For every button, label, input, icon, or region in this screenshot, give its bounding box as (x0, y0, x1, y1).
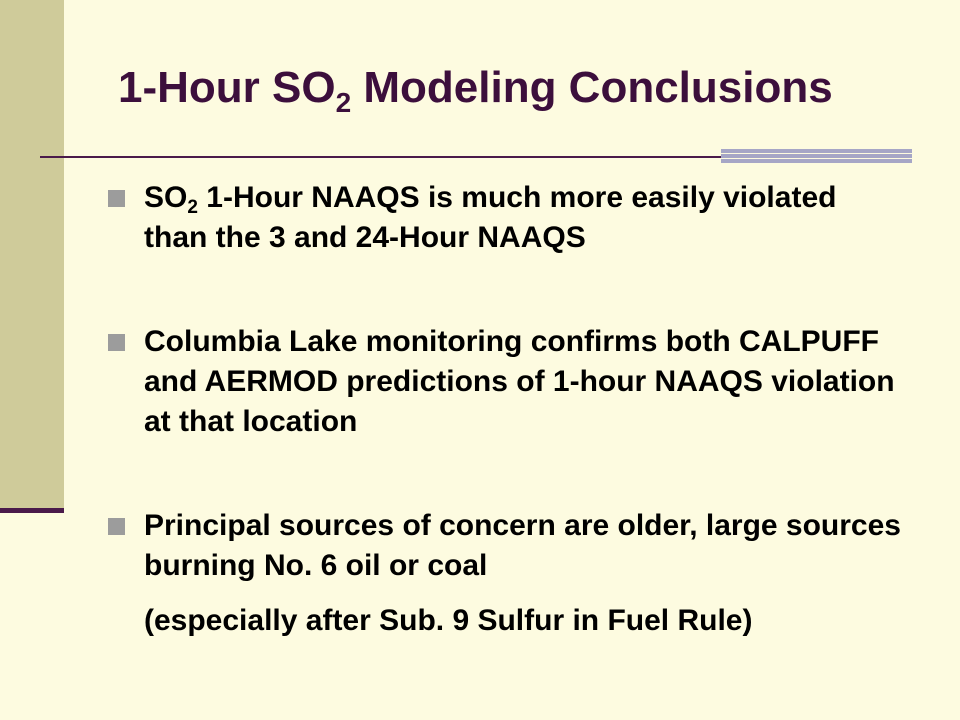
square-bullet-icon (108, 190, 125, 207)
bullet-item (106, 178, 906, 258)
slide-title (118, 63, 833, 118)
side-accent-band (0, 0, 64, 512)
title-subscript: 2 (335, 87, 352, 118)
square-bullet-icon (108, 518, 125, 535)
title-suffix: Modeling Conclusions (351, 63, 833, 112)
bullet-item (106, 322, 906, 442)
bullet-list (106, 178, 906, 641)
bullet-note: (especially after Sub. 9 Sulfur in Fuel Rule) (144, 604, 753, 637)
bullet-subscript: 2 (187, 197, 198, 218)
square-bullet-icon (108, 334, 125, 351)
title-accent-rule (721, 149, 912, 163)
bullet-text: Columbia Lake monitoring confirms both CALPUFF and AERMOD predictions of 1-hour NAAQS violation at that location (144, 325, 895, 438)
bullet-text: Principal sources of concern are older, large sources burning No. 6 oil or coal (144, 509, 901, 582)
bullet-prefix: SO (144, 181, 188, 214)
title-prefix: 1-Hour SO (118, 63, 336, 112)
bullet-text: 1-Hour NAAQS is much more easily violated than the 3 and 24-Hour NAAQS (144, 181, 837, 254)
side-band-divider (0, 508, 64, 513)
bullet-item (106, 506, 906, 641)
